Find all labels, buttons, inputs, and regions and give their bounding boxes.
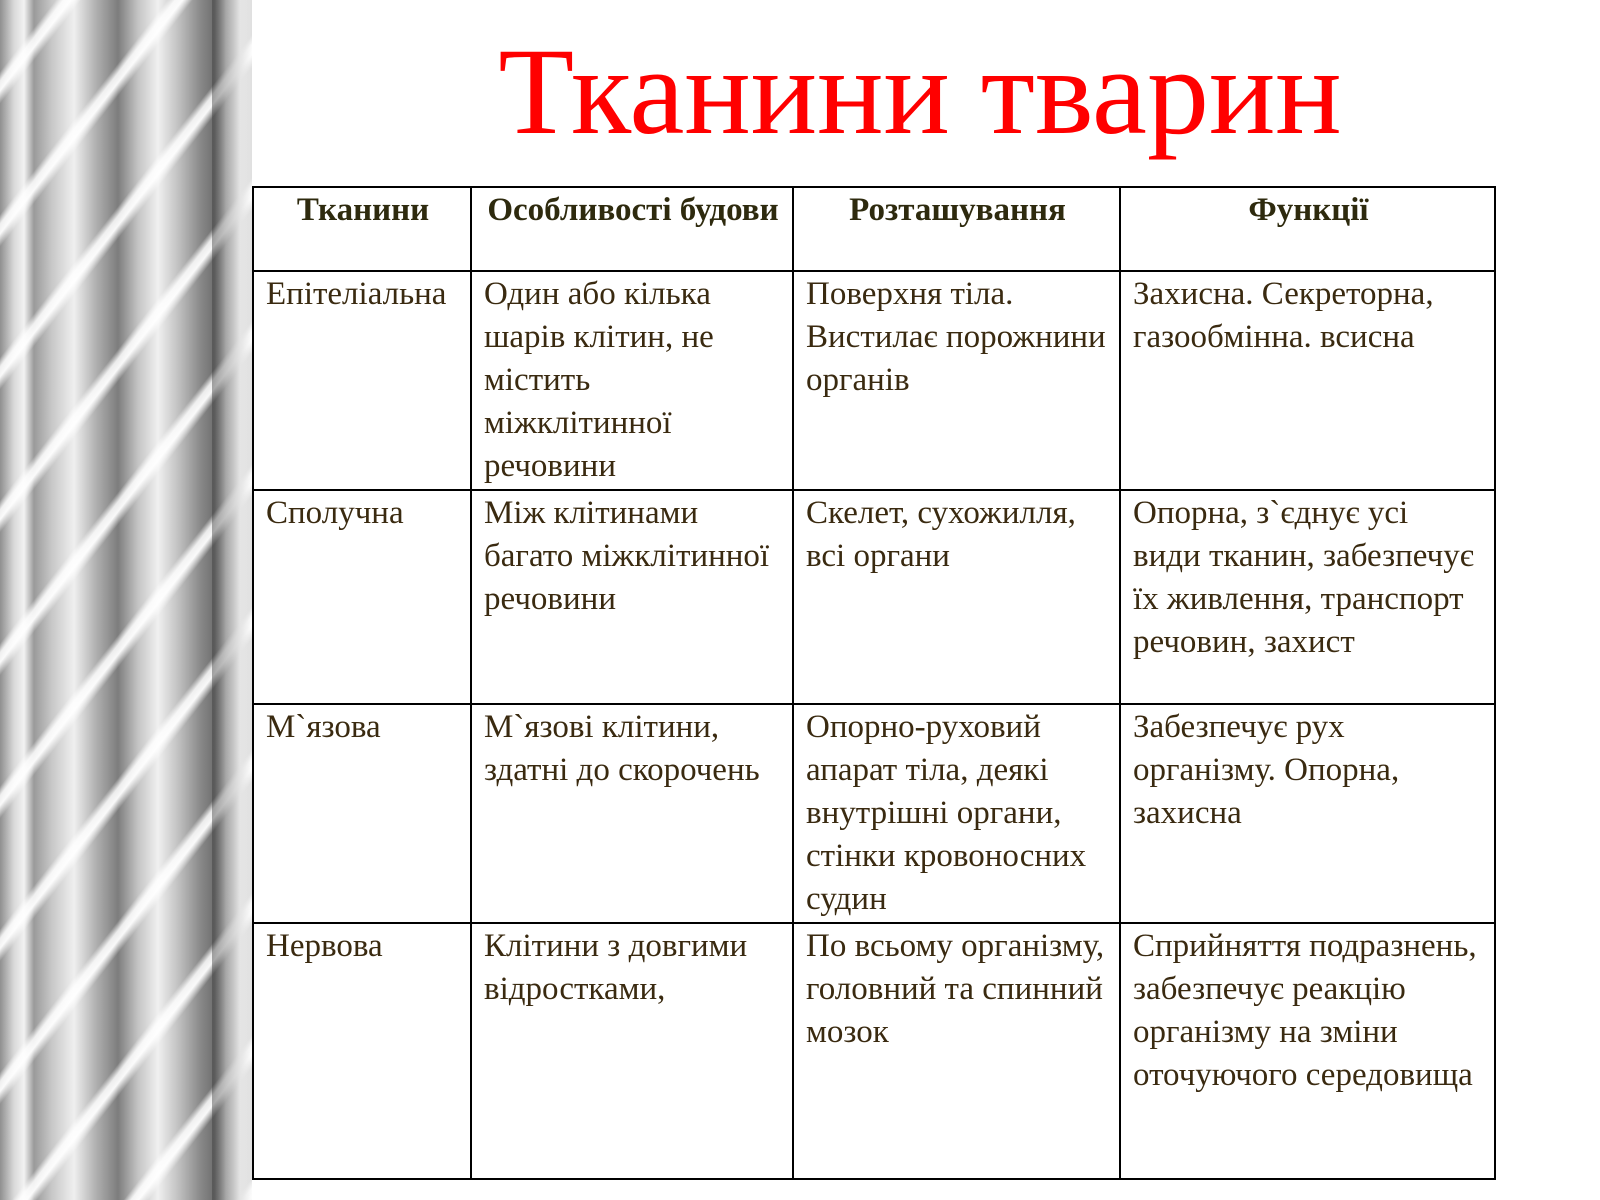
cell-structure: Між клітинами багато міжклітинної речовини: [471, 490, 793, 704]
table-row: [253, 271, 1495, 490]
cell-functions: Забезпечує рух організму. Опорна, захисна: [1120, 704, 1495, 923]
cell-tissue: Нервова: [253, 923, 471, 1179]
cell-structure: Один або кілька шарів клітин, не містить міжклітинної речовини: [471, 271, 793, 490]
cell-location: Скелет, сухожилля, всі органи: [793, 490, 1120, 704]
table-row: [253, 490, 1495, 704]
cell-functions: Опорна, з`єднує усі види тканин, забезпечує їх живлення, транспорт речовин, захист: [1120, 490, 1495, 704]
cell-location: Поверхня тіла. Вистилає порожнини органів: [793, 271, 1120, 490]
cell-tissue: Сполучна: [253, 490, 471, 704]
table-row: [253, 923, 1495, 1179]
cell-location: Опорно-руховий апарат тіла, деякі внутрішні органи, стінки кровоносних судин: [793, 704, 1120, 923]
cell-structure: М`язові клітини, здатні до скорочень: [471, 704, 793, 923]
header-tissues: Тканини: [253, 187, 471, 271]
header-location: Розташування: [793, 187, 1120, 271]
column-shadow: [212, 0, 252, 1200]
cell-tissue: Епітеліальна: [253, 271, 471, 490]
cell-structure: Клітини з довгими відростками,: [471, 923, 793, 1179]
cell-functions: Захисна. Секреторна, газообмінна. всисна: [1120, 271, 1495, 490]
cell-location: По всьому організму, головний та спинний мозок: [793, 923, 1120, 1179]
cell-functions: Сприйняття подразнень, забезпечує реакцію організму на зміни оточуючого середовища: [1120, 923, 1495, 1179]
tissues-table: [252, 186, 1496, 1180]
table-row: [253, 704, 1495, 923]
table-header-row: [253, 187, 1495, 271]
cell-tissue: М`язова: [253, 704, 471, 923]
slide-title: Тканини тварин: [498, 23, 1342, 160]
header-functions: Функції: [1120, 187, 1495, 271]
header-structure: Особливості будови: [471, 187, 793, 271]
